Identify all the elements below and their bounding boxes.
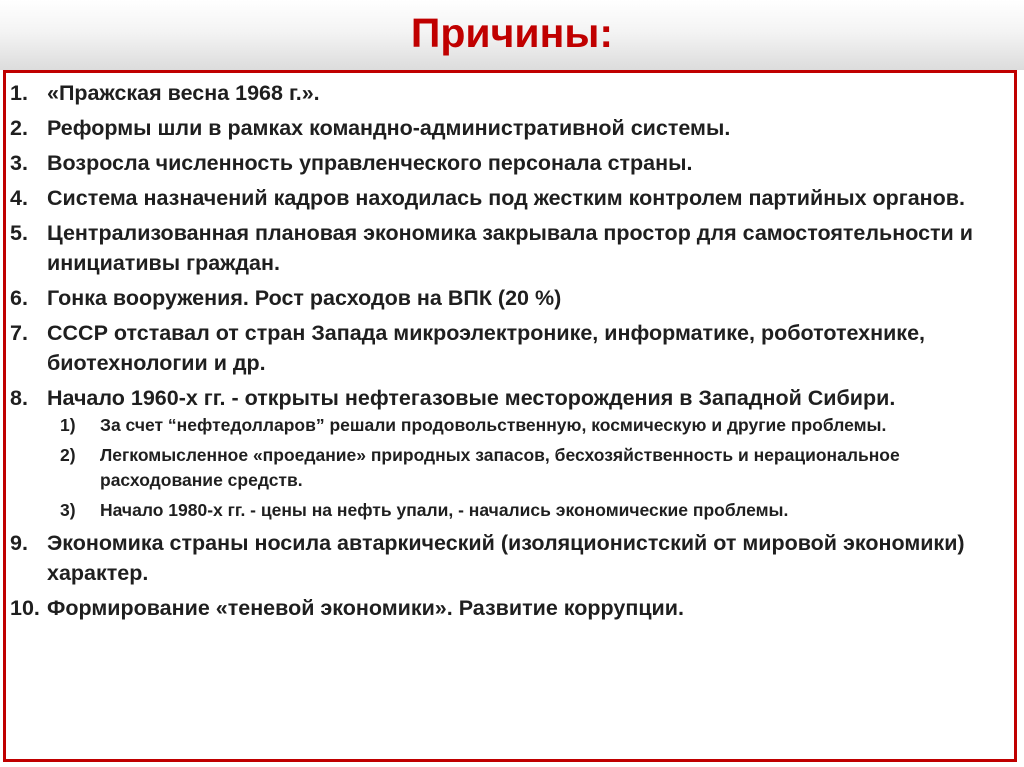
- list-item: [10, 183, 1015, 213]
- list-item-text: Возросла численность управленческого персонала страны.: [47, 151, 693, 175]
- sublist-item-text: Начало 1980-х гг. - цены на нефть упали, - начались экономические проблемы.: [100, 500, 789, 520]
- sublist-item: [47, 498, 1015, 523]
- list-item: [10, 593, 1015, 623]
- list-item: [10, 383, 1015, 523]
- list-item-text: Формирование «теневой экономики». Развитие коррупции.: [47, 596, 684, 620]
- list-item-number: 4.: [10, 186, 28, 210]
- list-item: [10, 528, 1015, 588]
- sublist-item: [47, 413, 1015, 438]
- sublist-item-number: 3): [60, 500, 76, 520]
- list-item-text: Реформы шли в рамках командно-административной системы.: [47, 116, 731, 140]
- list-item-text: «Пражская весна 1968 г.».: [47, 81, 320, 105]
- list-item: [10, 283, 1015, 313]
- sublist-item: [47, 443, 1015, 493]
- sublist-item-text: Легкомысленное «проедание» природных запасов, бесхозяйственность и нерациональное расходование средств.: [100, 445, 900, 490]
- list-item: [10, 113, 1015, 143]
- list-item-number: 1.: [10, 81, 28, 105]
- sublist-item-number: 2): [60, 445, 76, 465]
- list-item-text: Гонка вооружения. Рост расходов на ВПК (20 %): [47, 286, 562, 310]
- list-item-text: СССР отставал от стран Запада микроэлектронике, информатике, робототехнике, биотехнологии и др.: [47, 321, 925, 375]
- list-item: [10, 78, 1015, 108]
- list-item-number: 2.: [10, 116, 28, 140]
- list-item-number: 5.: [10, 221, 28, 245]
- list-item: [10, 318, 1015, 378]
- sublist-item-number: 1): [60, 415, 76, 435]
- oil-sublist: [47, 413, 1015, 523]
- list-item: [10, 148, 1015, 178]
- causes-list: [10, 78, 1015, 628]
- list-item-number: 7.: [10, 321, 28, 345]
- sublist-item-text: За счет “нефтедолларов” решали продовольственную, космическую и другие проблемы.: [100, 415, 887, 435]
- list-item-number: 6.: [10, 286, 28, 310]
- list-item-number: 8.: [10, 386, 28, 410]
- list-item-number: 3.: [10, 151, 28, 175]
- slide-header: [0, 0, 1024, 70]
- list-item-number: 9.: [10, 531, 28, 555]
- list-item-text: Централизованная плановая экономика закрывала простор для самостоятельности и инициативы граждан.: [47, 221, 973, 275]
- slide-title: Причины:: [410, 10, 614, 56]
- list-item-number: 10.: [10, 596, 40, 620]
- list-item: [10, 218, 1015, 278]
- list-item-text: Экономика страны носила автаркический (изоляционистский от мировой экономики) характер.: [47, 531, 965, 585]
- list-item-text: Система назначений кадров находилась под жестким контролем партийных органов.: [47, 186, 965, 210]
- list-item-text: Начало 1960-х гг. - открыты нефтегазовые месторождения в Западной Сибири.: [47, 386, 896, 410]
